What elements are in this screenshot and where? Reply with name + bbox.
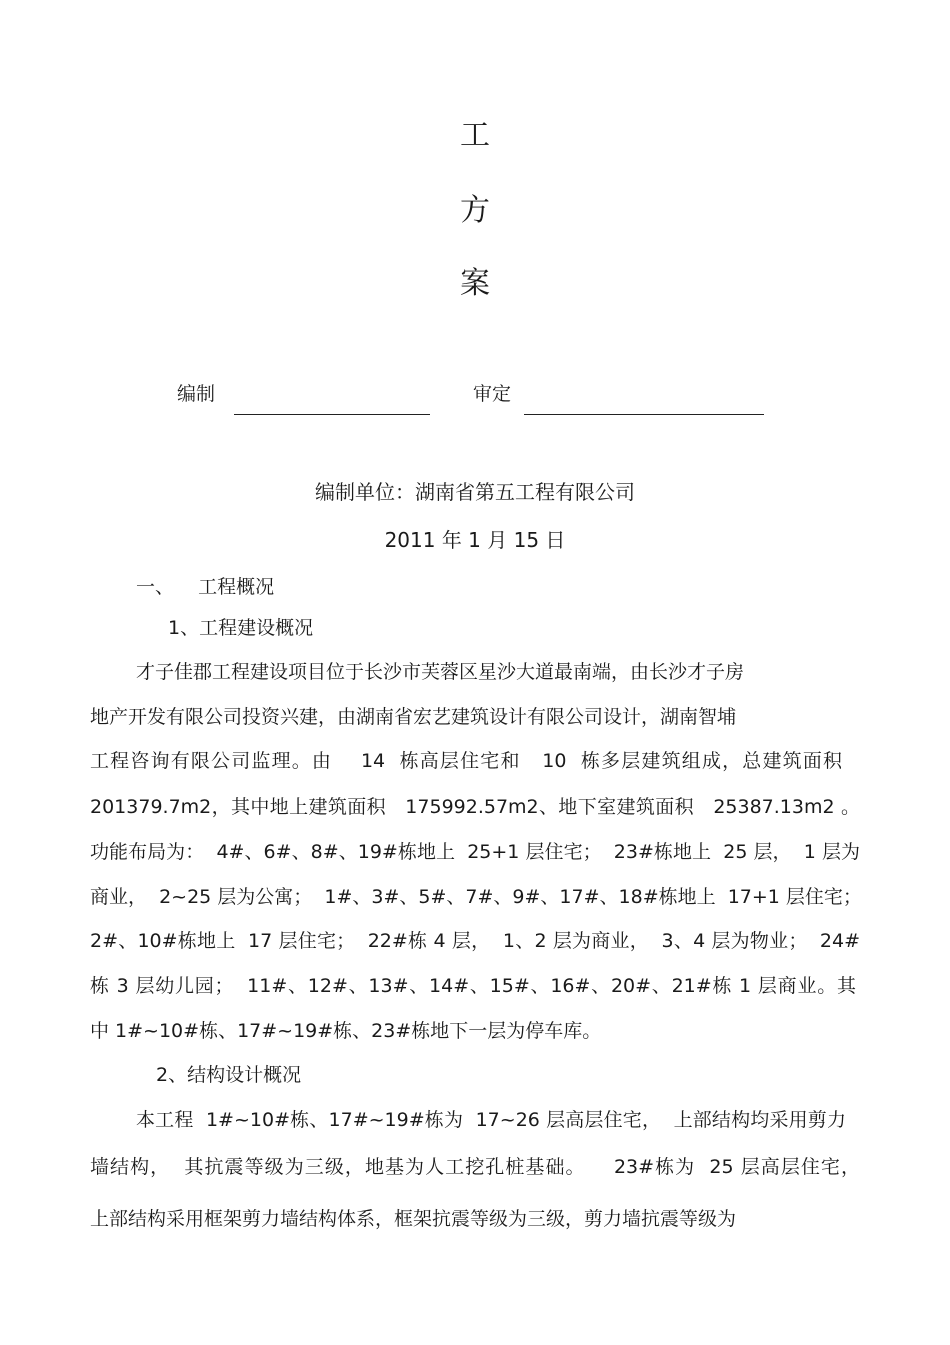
paragraph-line: 上部结构采用框架剪力墙结构体系，框架抗震等级为三级，剪力墙抗震等级为 bbox=[90, 1208, 737, 1230]
paragraph-line: 才子佳郡工程建设项目位于长沙市芙蓉区星沙大道最南端，由长沙才子房 bbox=[136, 661, 745, 683]
section-heading: 一、 工程概况 bbox=[136, 576, 275, 598]
subsection-heading-2: 2、结构设计概况 bbox=[156, 1064, 302, 1086]
paragraph-line: 栋 3 层幼儿园； 11#、12#、13#、14#、15#、16#、20#、21#栋 1 层商业。其 bbox=[90, 975, 856, 997]
paragraph-line: 功能布局为： 4#、6#、8#、19#栋地上 25+1 层住宅； 23#栋地上 25 层， 1 层为 bbox=[90, 841, 860, 863]
paragraph-line: 地产开发有限公司投资兴建，由湖南省宏艺建筑设计有限公司设计，湖南智埔 bbox=[90, 706, 737, 728]
approver-signature-line bbox=[524, 414, 764, 415]
paragraph-line: 中 1#~10#栋、17#~19#栋、23#栋地下一层为停车库。 bbox=[90, 1020, 602, 1042]
paragraph-line: 工程咨询有限公司监理。由 14 栋高层住宅和 10 栋多层建筑组成，总建筑面积 bbox=[90, 750, 842, 772]
paragraph-line: 2#、10#栋地上 17 层住宅； 22#栋 4 层， 1、2 层为商业， 3、4 层为物业； 24# bbox=[90, 930, 860, 952]
paragraph-line: 墙结构， 其抗震等级为三级，地基为人工挖孔桩基础。 23#栋为 25 层高层住宅， bbox=[90, 1156, 860, 1178]
compile-date: 2011 年 1 月 15 日 bbox=[384, 528, 566, 552]
compiler-signature-line bbox=[234, 414, 430, 415]
paragraph-line: 商业， 2~25 层为公寓； 1#、3#、5#、7#、9#、17#、18#栋地上 17+1 层住宅； bbox=[90, 886, 862, 908]
subsection-heading-1: 1、工程建设概况 bbox=[168, 617, 314, 639]
compiler-label: 编制 bbox=[177, 383, 216, 405]
title-char-2: 方 bbox=[460, 193, 490, 228]
paragraph-line: 本工程 1#~10#栋、17#~19#栋为 17~26 层高层住宅， 上部结构均采用剪力 bbox=[136, 1109, 846, 1131]
approver-label: 审定 bbox=[473, 383, 512, 405]
paragraph-line: 201379.7m2，其中地上建筑面积 175992.57m2、地下室建筑面积 25387.13m2 。 bbox=[90, 796, 860, 818]
title-char-3: 案 bbox=[460, 266, 490, 301]
compiling-unit: 编制单位：湖南省第五工程有限公司 bbox=[315, 480, 635, 504]
title-char-1: 工 bbox=[460, 118, 490, 153]
